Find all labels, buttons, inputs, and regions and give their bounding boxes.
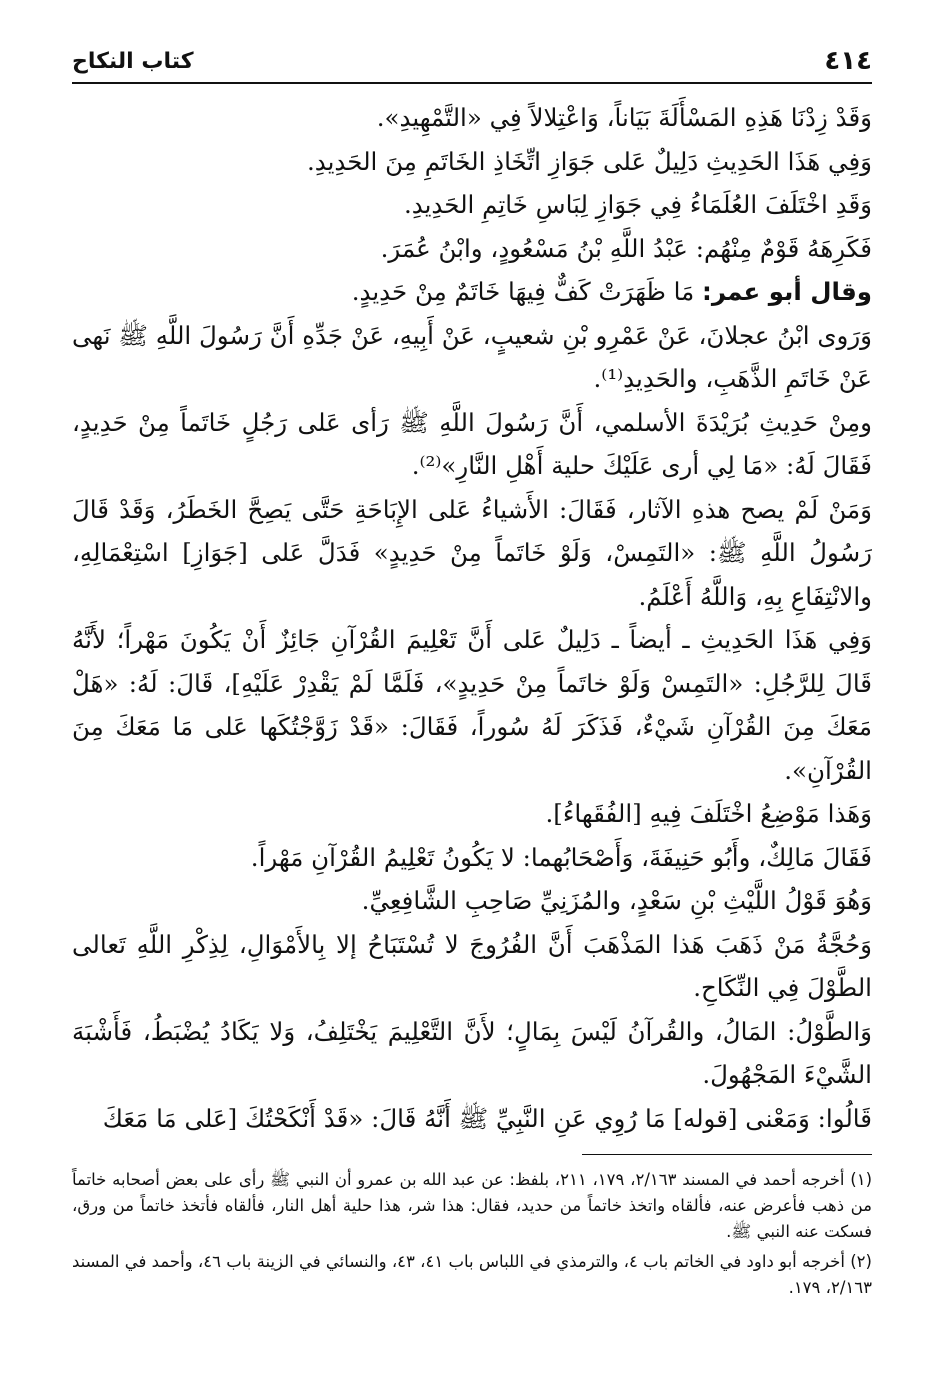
paragraph: وَحُجَّةُ مَنْ ذَهَبَ هَذا المَذْهَبَ أَنَّ الفُرُوجَ لا تُسْتَبَاحُ إلا بِالأَمْوَالِ، لِذِكْرِ اللَّهِ تَعالى الطَّوْلَ فِي النِّكَاحِ. bbox=[72, 929, 872, 1002]
paragraph: وَمَنْ لَمْ يصح هذهِ الآثار، فَقَالَ: الأَشياءُ عَلى الإِبَاحَةِ حَتَّى يَصِحَّ الخَطَرُ، وَقَدْ قَالَ رَسُولُ اللَّهِ ﷺ: «التَمِسْ، وَلَوْ خَاتَماً مِنْ حَدِيدٍ» فَدَلَّ عَلى [جَوَازِ] اسْتِعْمَالِهِ، والانْتِفَاعِ بِهِ، وَاللَّهُ أَعْلَمُ. bbox=[72, 494, 872, 611]
paragraph: ومِنْ حَدِيثِ بُرَيْدَةَ الأسلمي، أَنَّ رَسُولَ اللَّهِ ﷺ رَأى عَلى رَجُلٍ خَاتَماً مِنْ حَدِيدٍ، فَقَالَ لَهُ: «مَا لِي أرى عَلَيْكَ حلية أَهْلِ النَّارِ»⁽²⁾. bbox=[72, 407, 872, 480]
book-page bbox=[72, 40, 872, 1305]
page-number: ٤١٤ bbox=[824, 46, 872, 76]
paragraph: وَالطَّوْلُ: المَالُ، والقُرآنُ لَيْسَ بِمَالٍ؛ لأَنَّ التَّعْلِيمَ يَخْتَلِفُ، وَلا يَكَادُ يُضْبَطُ، فَأَشْبَهَ الشَّيْءَ المَجْهُولَ. bbox=[72, 1016, 872, 1089]
paragraph: وَرَوى ابْنُ عجلانَ، عَنْ عَمْرِو بْنِ شعيبٍ، عَنْ أَبِيهِ، عَنْ جَدِّهِ أَنَّ رَسُولَ اللَّهِ ﷺ نَهى عَنْ خَاتَمِ الذَّهَبِ، والحَدِيدِ⁽¹⁾. bbox=[72, 320, 872, 393]
paragraph: وَهُوَ قَوْلُ اللَّيْثِ بْنِ سَعْدٍ، والمُزَنِيِّ صَاحِبِ الشَّافِعِيِّ. bbox=[361, 886, 872, 915]
paragraph: وَفِي هَذَا الحَدِيثِ ـ أيضاً ـ دَلِيلٌ عَلى أَنَّ تَعْلِيمَ القُرْآنِ جَائِزٌ أَنْ يَكُونَ مَهْراً؛ لأَنَّهُ قَالَ لِلرَّجُلِ: «التَمِسْ وَلَوْ خاتَماً مِنْ حَدِيدٍ»، فَلَمَّا لَمْ يَقْدِرْ عَلَيْهِ]، قَالَ: لَهُ: «هَلْ مَعَكَ مِنَ القُرْآنِ شَيْءٌ، فَذَكَرَ لَهُ سُوراً، فَقَالَ: «قَدْ زَوَّجْتُكَها عَلى مَا مَعَكَ مِنَ القُرْآنِ». bbox=[72, 625, 872, 785]
book-title: كتاب النكاح bbox=[72, 48, 194, 74]
paragraph: وَفِي هَذَا الحَدِيثِ دَلِيلٌ عَلى جَوَازِ اتِّخَاذِ الخَاتَمِ مِنَ الحَدِيدِ. bbox=[306, 146, 872, 176]
footnote: (١) أخرجه أحمد في المسند ٢/١٦٣، ١٧٩، ٢١١، بلفظ: عن عبد الله بن عمرو أن النبي ﷺ رأى على بعض أصحابه خاتماً من ذهب فأعرض عنه، فألقاه واتخذ خاتماً من حديد، فقال: هذا شر، هذا حلية أهل النار، فألقاه فأتخذ خاتماً من ورق، فسكت عنه النبي ﷺ. bbox=[72, 1170, 872, 1241]
footnote-separator bbox=[582, 1154, 872, 1155]
paragraph: فَقَالَ مَالِكٌ، وأَبُو حَنِيفَةَ، وَأَصْحَابُهما: لا يَكُونُ تَعْلِيمُ القُرْآنِ مَهْراً. bbox=[250, 842, 872, 872]
footnote: (٢) أخرجه أبو داود في الخاتم باب ٤، والترمذي في اللباس باب ٤١، ٤٣، والنسائي في الزينة باب ٤٦، وأحمد في المسند ٢/١٦٣، ١٧٩. bbox=[72, 1252, 872, 1297]
paragraph: قَالُوا: وَمَعْنى [قوله] مَا رُوِي عَنِ النَّبِيِّ ﷺ أَنَّهُ قَالَ: «قَدْ أَنْكَحْتُكَ [عَلى مَا مَعَكَ bbox=[102, 1103, 872, 1133]
footnotes bbox=[72, 1167, 872, 1301]
paragraph-text: مَا ظَهَرَتْ كَفٌّ فِيهَا خَاتَمٌ مِنْ حَدِيدٍ. bbox=[351, 277, 695, 306]
paragraph: وَقَدْ زِدْنَا هَذِهِ المَسْأَلَةَ بَيَاناً، وَاعْتِلالاً فِي «التَّمْهِيدِ». bbox=[376, 103, 872, 132]
paragraph: وَهَذا مَوْضِعُ اخْتَلَفَ فِيهِ [الفُقَهاءُ]. bbox=[545, 799, 872, 828]
paragraph bbox=[72, 270, 872, 314]
speaker-label: وقال أبو عمر: bbox=[702, 277, 872, 306]
running-header bbox=[72, 40, 872, 84]
paragraph: فَكَرِهَهُ قَوْمٌ مِنْهُم: عَبْدُ اللَّهِ بْنُ مَسْعُودٍ، وابْنُ عُمَرَ. bbox=[380, 233, 872, 263]
main-text bbox=[72, 96, 872, 1140]
paragraph: وَقَدِ اخْتَلَفَ العُلَمَاءُ فِي جَوَازِ لِبَاسِ خَاتِمِ الحَدِيدِ. bbox=[403, 190, 872, 219]
